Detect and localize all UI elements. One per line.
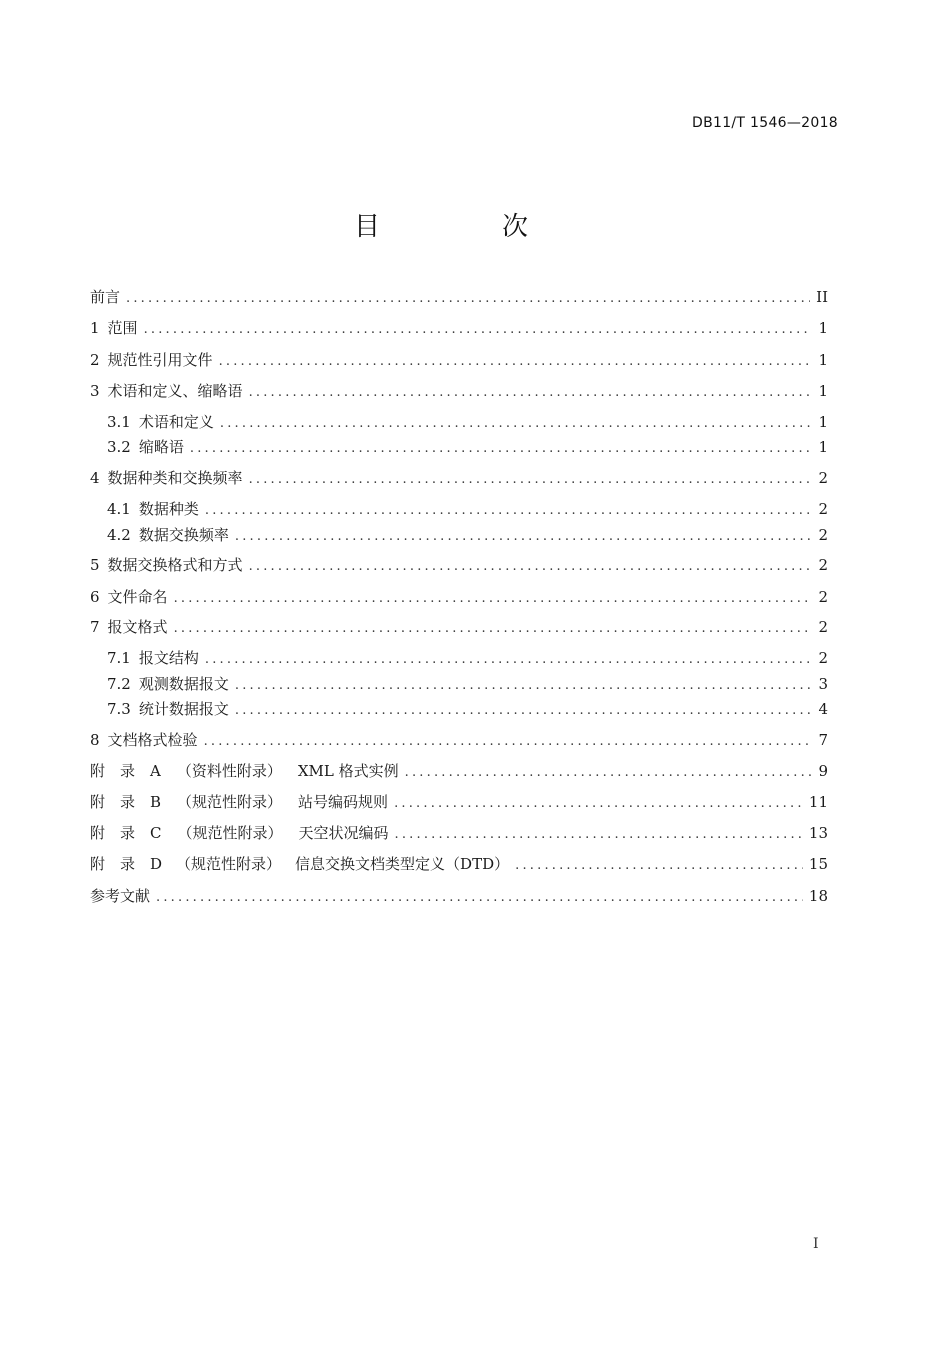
toc-page-number: II: [816, 288, 828, 306]
toc-entry-1[interactable]: [90, 318, 828, 338]
toc-entry-label: XML 格式实例: [297, 762, 399, 780]
toc-entry-4-2[interactable]: [107, 525, 828, 545]
toc-entry-label: 文件命名: [107, 588, 168, 606]
toc-leader-dots: [174, 619, 812, 639]
toc-leader-dots: [204, 732, 812, 752]
toc-page-number: 1: [818, 351, 828, 369]
toc-entry-7-3[interactable]: [107, 699, 828, 719]
toc-page-number: 2: [818, 588, 828, 606]
toc-page-number: 2: [818, 469, 828, 487]
toc-appendix-id: 附 录 B: [90, 793, 162, 811]
toc-entry-number: 7.2: [107, 675, 131, 693]
toc-entry-4[interactable]: [90, 468, 828, 488]
toc-entry-number: 5: [90, 556, 100, 574]
toc-appendix-type: （规范性附录）: [177, 824, 283, 842]
toc-entry-label: 报文格式: [107, 618, 168, 636]
toc-leader-dots: [395, 825, 803, 845]
toc-page-number: 18: [808, 887, 828, 905]
toc-entry-number: 7: [90, 618, 100, 636]
toc-entry-appendix-c[interactable]: [90, 823, 828, 843]
toc-entry-8[interactable]: [90, 730, 828, 750]
toc-leader-dots: [174, 589, 812, 609]
toc-entry-number: 2: [90, 351, 100, 369]
toc-entry-3[interactable]: [90, 381, 828, 401]
toc-leader-dots: [126, 289, 810, 309]
toc-entry-label: 报文结构: [138, 649, 199, 667]
toc-appendix-id: 附 录 C: [90, 824, 162, 842]
toc-entry-label: 观测数据报文: [138, 675, 229, 693]
toc-page-number: 2: [818, 526, 828, 544]
toc-entry-label: 信息交换文档类型定义（DTD）: [295, 855, 510, 873]
toc-page-number: 2: [818, 618, 828, 636]
toc-entry-number: 4: [90, 469, 100, 487]
toc-entry-references[interactable]: [90, 886, 828, 906]
toc-leader-dots: [405, 763, 812, 783]
toc-page-number: 1: [818, 382, 828, 400]
toc-appendix-type: （资料性附录）: [176, 762, 282, 780]
toc-entry-number: 7.3: [107, 700, 131, 718]
toc-entry-7-2[interactable]: [107, 674, 828, 694]
document-code: DB11/T 1546—2018: [692, 115, 838, 131]
toc-page-number: 3: [818, 675, 828, 693]
toc-leader-dots: [220, 414, 812, 434]
toc-page-number: 13: [808, 824, 828, 842]
toc-leader-dots: [219, 352, 812, 372]
toc-entry-label: 数据交换频率: [138, 526, 229, 544]
toc-appendix-type: （规范性附录）: [176, 855, 282, 873]
toc-entry-appendix-b[interactable]: [90, 792, 828, 812]
toc-entry-number: 6: [90, 588, 100, 606]
toc-entry-7-1[interactable]: [107, 648, 828, 668]
toc-entry-number: 3.1: [107, 413, 131, 431]
toc-entry-foreword[interactable]: [90, 287, 828, 307]
toc-leader-dots: [205, 501, 812, 521]
toc-leader-dots: [249, 383, 812, 403]
toc-appendix-id: 附 录 D: [90, 855, 163, 873]
toc-leader-dots: [144, 320, 812, 340]
toc-entry-4-1[interactable]: [107, 499, 828, 519]
toc-entry-2[interactable]: [90, 350, 828, 370]
toc-appendix-type: （规范性附录）: [177, 793, 283, 811]
toc-page-number: 11: [808, 793, 828, 811]
toc-entry-number: 3: [90, 382, 100, 400]
toc-entry-label: 天空状况编码: [298, 824, 389, 842]
toc-entry-label: 文档格式检验: [107, 731, 198, 749]
toc-page-number: 7: [818, 731, 828, 749]
toc-leader-dots: [394, 794, 803, 814]
toc-leader-dots: [249, 470, 812, 490]
toc-entry-label: 数据交换格式和方式: [107, 556, 243, 574]
toc-page-number: 1: [818, 413, 828, 431]
toc-entry-label: 参考文献: [90, 887, 151, 905]
toc-entry-label: 统计数据报文: [138, 700, 229, 718]
toc-entry-3-1[interactable]: [107, 412, 828, 432]
toc-entry-3-2[interactable]: [107, 437, 828, 457]
toc-page-number: 15: [808, 855, 828, 873]
toc-entry-appendix-a[interactable]: [90, 761, 828, 781]
toc-entry-number: 1: [90, 319, 100, 337]
toc-entry-label: 术语和定义: [138, 413, 214, 431]
toc-leader-dots: [235, 676, 812, 696]
toc-leader-dots: [235, 701, 812, 721]
toc-leader-dots: [205, 650, 812, 670]
toc-entry-label: 数据种类: [138, 500, 199, 518]
toc-entry-label: 范围: [107, 319, 138, 337]
toc-page-number: 2: [818, 649, 828, 667]
toc-entry-appendix-d[interactable]: [90, 854, 828, 874]
toc-entry-number: 8: [90, 731, 100, 749]
toc-entry-number: 4.2: [107, 526, 131, 544]
toc-entry-number: 4.1: [107, 500, 131, 518]
toc-leader-dots: [515, 856, 803, 876]
toc-page-number: 9: [818, 762, 828, 780]
toc-appendix-id: 附 录 A: [90, 762, 161, 780]
toc-entry-label: 前言: [90, 288, 121, 306]
toc-leader-dots: [156, 888, 803, 908]
toc-page-number: 2: [818, 556, 828, 574]
toc-entry-label: 站号编码规则: [298, 793, 389, 811]
toc-leader-dots: [235, 527, 812, 547]
toc-entry-5[interactable]: [90, 555, 828, 575]
toc-entry-label: 数据种类和交换频率: [107, 469, 243, 487]
toc-entry-label: 缩略语: [138, 438, 184, 456]
page-title: 目 次: [353, 212, 576, 242]
toc-page-number: 1: [818, 319, 828, 337]
footer-page-number: I: [813, 1236, 819, 1252]
toc-leader-dots: [249, 557, 812, 577]
toc-page-number: 1: [818, 438, 828, 456]
toc-page-number: 4: [818, 700, 828, 718]
toc-entry-number: 3.2: [107, 438, 131, 456]
toc-entry-6[interactable]: [90, 587, 828, 607]
toc-entry-label: 术语和定义、缩略语: [107, 382, 243, 400]
toc-page-number: 2: [818, 500, 828, 518]
toc-entry-7[interactable]: [90, 617, 828, 637]
toc-leader-dots: [190, 439, 812, 459]
toc-entry-number: 7.1: [107, 649, 131, 667]
toc-entry-label: 规范性引用文件: [107, 351, 213, 369]
